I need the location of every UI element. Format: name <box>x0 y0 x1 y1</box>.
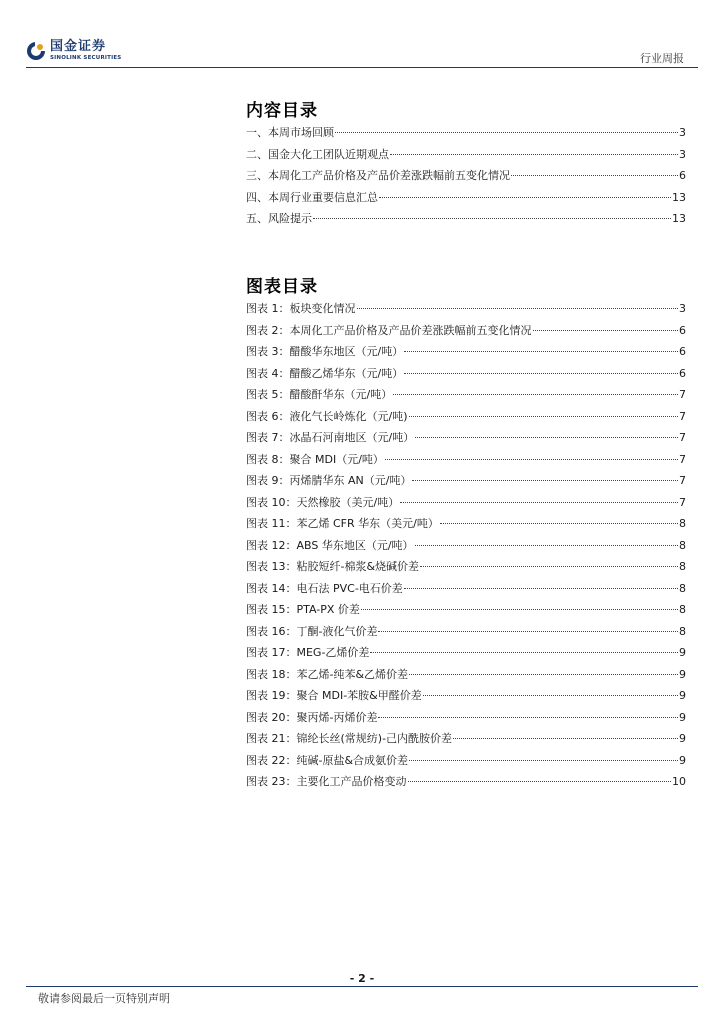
toc-entry[interactable] <box>246 709 686 731</box>
toc-entry-label: 图表 15：PTA-PX 价差 <box>246 603 360 616</box>
toc-entry-page: 8 <box>679 603 686 616</box>
toc-leader-dots <box>404 351 678 352</box>
toc-leader-dots <box>361 609 678 610</box>
toc-entry-label: 图表 18：苯乙烯-纯苯&乙烯价差 <box>246 667 409 681</box>
logo-english-name: SINOLINK SECURITIES <box>50 55 122 61</box>
toc-entry[interactable] <box>246 386 686 408</box>
toc-entry-label: 图表 4：醋酸乙烯华东（元/吨） <box>246 366 404 380</box>
toc-leader-dots <box>440 523 678 524</box>
figures-title: 图表目录 <box>246 277 318 297</box>
toc-entry-page: 10 <box>672 775 686 788</box>
toc-entry-page: 9 <box>679 667 686 681</box>
toc-entry[interactable] <box>246 730 686 752</box>
contents-list <box>246 124 686 232</box>
toc-leader-dots <box>379 197 671 198</box>
toc-entry-label: 图表 8：聚合 MDI（元/吨） <box>246 452 384 466</box>
toc-entry-label: 图表 12：ABS 华东地区（元/吨） <box>246 538 414 552</box>
toc-entry[interactable] <box>246 580 686 602</box>
toc-entry-page: 9 <box>679 646 686 659</box>
toc-leader-dots <box>420 566 678 567</box>
toc-leader-dots <box>453 738 678 739</box>
toc-entry-page: 3 <box>679 126 686 139</box>
toc-leader-dots <box>378 631 678 632</box>
toc-entry[interactable] <box>246 472 686 494</box>
toc-entry-label: 五、风险提示 <box>246 212 312 225</box>
toc-entry[interactable] <box>246 408 686 430</box>
toc-entry[interactable] <box>246 365 686 387</box>
toc-entry-label: 图表 23：主要化工产品价格变动 <box>246 775 407 788</box>
toc-entry[interactable] <box>246 322 686 344</box>
toc-entry[interactable] <box>246 515 686 537</box>
toc-entry[interactable] <box>246 210 686 232</box>
toc-leader-dots <box>409 416 679 417</box>
toc-entry[interactable] <box>246 537 686 559</box>
toc-entry-label: 图表 1：板块变化情况 <box>246 302 356 315</box>
toc-entry[interactable] <box>246 687 686 709</box>
toc-entry-label: 图表 22：纯碱-原盐&合成氨价差 <box>246 753 409 767</box>
toc-entry-page: 6 <box>679 323 686 337</box>
toc-entry-label: 图表 20：聚丙烯-丙烯价差 <box>246 710 378 724</box>
toc-entry[interactable] <box>246 773 686 795</box>
toc-entry-page: 9 <box>679 710 686 724</box>
toc-entry-page: 8 <box>679 538 686 552</box>
toc-entry-label: 图表 13：粘胶短纤-棉浆&烧碱价差 <box>246 560 420 573</box>
toc-leader-dots <box>378 717 678 718</box>
toc-leader-dots <box>404 588 678 589</box>
toc-leader-dots <box>313 218 671 219</box>
toc-entry-label: 图表 7：冰晶石河南地区（元/吨） <box>246 431 415 444</box>
toc-entry-page: 7 <box>679 431 686 444</box>
toc-entry-label: 图表 11：苯乙烯 CFR 华东（美元/吨） <box>246 517 439 530</box>
toc-entry-label: 图表 5：醋酸酐华东（元/吨） <box>246 388 393 401</box>
toc-entry-label: 图表 17：MEG-乙烯价差 <box>246 646 370 659</box>
toc-entry-page: 6 <box>679 345 686 358</box>
toc-entry[interactable] <box>246 558 686 580</box>
toc-entry-label: 图表 19：聚合 MDI-苯胺&甲醛价差 <box>246 689 422 702</box>
toc-entry-page: 9 <box>679 689 686 702</box>
logo-mark-icon <box>26 41 46 61</box>
toc-entry-label: 二、国金大化工团队近期观点 <box>246 147 389 161</box>
toc-entry[interactable] <box>246 167 686 189</box>
toc-leader-dots <box>408 781 672 782</box>
header-divider <box>26 67 698 68</box>
toc-entry[interactable] <box>246 494 686 516</box>
toc-entry[interactable] <box>246 124 686 146</box>
toc-leader-dots <box>423 695 678 696</box>
toc-leader-dots <box>385 459 678 460</box>
toc-leader-dots <box>335 132 678 133</box>
toc-entry[interactable] <box>246 300 686 322</box>
toc-entry-label: 三、本周化工产品价格及产品价差涨跌幅前五变化情况 <box>246 169 510 182</box>
toc-entry-page: 13 <box>672 212 686 225</box>
toc-entry-label: 图表 9：丙烯腈华东 AN（元/吨） <box>246 474 412 487</box>
toc-entry-page: 7 <box>679 388 686 401</box>
toc-entry-page: 7 <box>679 452 686 466</box>
logo-chinese-name: 国金证券 <box>50 39 107 54</box>
toc-entry-label: 图表 10：天然橡胶（美元/吨） <box>246 495 400 509</box>
toc-entry-label: 图表 3：醋酸华东地区（元/吨） <box>246 345 404 358</box>
toc-entry[interactable] <box>246 451 686 473</box>
footer-divider <box>26 986 698 987</box>
toc-entry[interactable] <box>246 146 686 168</box>
toc-entry-page: 7 <box>679 495 686 509</box>
toc-entry[interactable] <box>246 189 686 211</box>
toc-leader-dots <box>415 545 678 546</box>
toc-leader-dots <box>409 760 678 761</box>
toc-entry-label: 图表 16：丁酮-液化气价差 <box>246 624 378 638</box>
toc-leader-dots <box>404 373 678 374</box>
toc-leader-dots <box>357 308 679 309</box>
toc-entry-label: 图表 2：本周化工产品价格及产品价差涨跌幅前五变化情况 <box>246 323 532 337</box>
toc-entry-page: 3 <box>679 147 686 161</box>
toc-entry[interactable] <box>246 429 686 451</box>
toc-entry[interactable] <box>246 343 686 365</box>
toc-entry-page: 6 <box>679 169 686 182</box>
page-header <box>0 0 724 70</box>
toc-leader-dots <box>415 437 678 438</box>
toc-leader-dots <box>511 175 678 176</box>
page-number: - 2 - <box>349 972 375 985</box>
toc-entry[interactable] <box>246 623 686 645</box>
toc-entry-page: 7 <box>679 474 686 487</box>
toc-entry-page: 8 <box>679 581 686 595</box>
disclaimer-note: 敬请参阅最后一页特别声明 <box>38 992 170 1005</box>
toc-entry-label: 四、本周行业重要信息汇总 <box>246 190 378 204</box>
toc-entry[interactable] <box>246 601 686 623</box>
toc-leader-dots <box>533 330 679 331</box>
toc-entry-page: 8 <box>679 517 686 530</box>
toc-entry-label: 图表 6：液化气长岭炼化（元/吨) <box>246 409 408 423</box>
toc-entry-label: 图表 14：电石法 PVC-电石价差 <box>246 581 403 595</box>
toc-entry-page: 7 <box>679 409 686 423</box>
toc-entry-page: 13 <box>672 190 686 204</box>
toc-entry-page: 3 <box>679 302 686 315</box>
toc-entry[interactable] <box>246 644 686 666</box>
toc-entry-page: 8 <box>679 560 686 573</box>
toc-entry[interactable] <box>246 752 686 774</box>
toc-entry-label: 图表 21：锦纶长丝(常规纺)-己内酰胺价差 <box>246 732 453 745</box>
toc-leader-dots <box>370 652 678 653</box>
toc-leader-dots <box>412 480 678 481</box>
figures-list <box>246 300 686 795</box>
contents-title: 内容目录 <box>246 101 318 121</box>
toc-entry-page: 9 <box>679 753 686 767</box>
company-logo <box>26 40 121 70</box>
toc-entry[interactable] <box>246 666 686 688</box>
toc-leader-dots <box>393 394 678 395</box>
toc-entry-label: 一、本周市场回顾 <box>246 126 334 139</box>
toc-entry-page: 6 <box>679 366 686 380</box>
toc-leader-dots <box>390 154 678 155</box>
toc-entry-page: 8 <box>679 624 686 638</box>
toc-entry-page: 9 <box>679 732 686 745</box>
toc-leader-dots <box>409 674 678 675</box>
report-type-label: 行业周报 <box>640 52 684 65</box>
toc-leader-dots <box>400 502 678 503</box>
